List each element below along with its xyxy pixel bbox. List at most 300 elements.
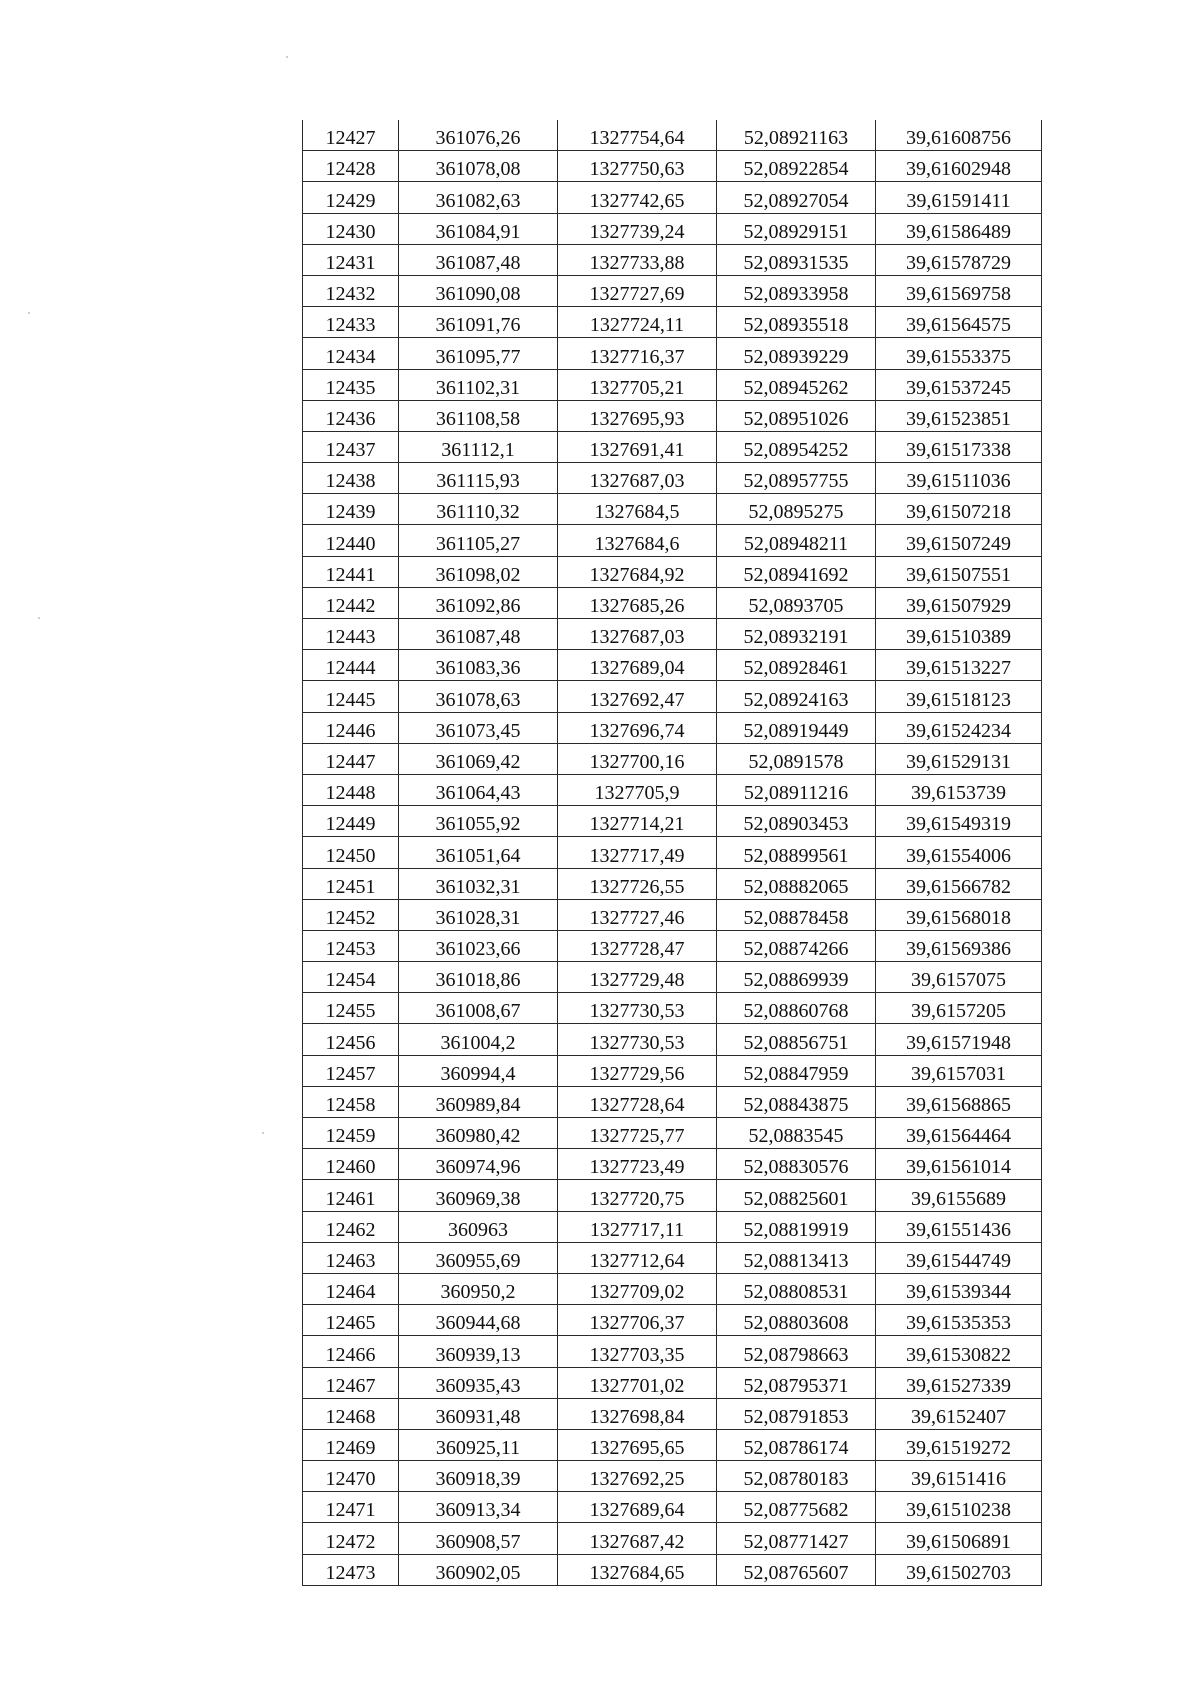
cell-text: 1327724,11 — [589, 314, 685, 337]
x-coordinate-cell — [399, 463, 558, 494]
cell-text: 12473 — [325, 1561, 376, 1584]
cell-text: 39,61502703 — [906, 1561, 1011, 1584]
x-coordinate-cell — [399, 369, 558, 400]
point-number-cell — [303, 1492, 399, 1523]
table-row — [303, 1055, 1042, 1086]
y-coordinate-cell — [558, 244, 717, 275]
y-coordinate-cell — [558, 494, 717, 525]
point-number-cell — [303, 1118, 399, 1149]
longitude-cell — [876, 806, 1042, 837]
table-row — [303, 899, 1042, 930]
x-coordinate-cell — [399, 1055, 558, 1086]
longitude-cell — [876, 213, 1042, 244]
point-number-cell — [303, 837, 399, 868]
longitude-cell — [876, 244, 1042, 275]
cell-text: 39,6153739 — [911, 782, 1006, 805]
cell-text: 39,61511036 — [906, 470, 1011, 493]
longitude-cell — [876, 962, 1042, 993]
cell-text: 52,08928461 — [743, 657, 849, 680]
cell-text: 39,61539344 — [906, 1281, 1011, 1304]
x-coordinate-cell — [399, 120, 558, 151]
point-number-cell — [303, 930, 399, 961]
table-row — [303, 1273, 1042, 1304]
cell-text: 361115,93 — [436, 470, 520, 493]
table-row — [303, 338, 1042, 369]
cell-text: 39,6151416 — [911, 1468, 1006, 1491]
x-coordinate-cell — [399, 1273, 558, 1304]
x-coordinate-cell — [399, 587, 558, 618]
latitude-cell — [717, 1180, 876, 1211]
latitude-cell — [717, 868, 876, 899]
x-coordinate-cell — [399, 1211, 558, 1242]
cell-text: 39,61527339 — [906, 1374, 1011, 1397]
y-coordinate-cell — [558, 275, 717, 306]
x-coordinate-cell — [399, 1461, 558, 1492]
cell-text: 1327684,6 — [594, 532, 680, 555]
y-coordinate-cell — [558, 1242, 717, 1273]
table-row — [303, 1398, 1042, 1429]
cell-text: 52,08922854 — [743, 158, 849, 181]
y-coordinate-cell — [558, 1367, 717, 1398]
point-number-cell — [303, 1336, 399, 1367]
point-number-cell — [303, 369, 399, 400]
cell-text: 1327725,77 — [589, 1125, 685, 1148]
cell-text: 12434 — [325, 345, 376, 368]
cell-text: 361069,42 — [435, 750, 521, 773]
latitude-cell — [717, 151, 876, 182]
cell-text: 12462 — [325, 1218, 376, 1241]
cell-text: 360918,39 — [435, 1468, 521, 1491]
cell-text: 39,61586489 — [906, 220, 1011, 243]
latitude-cell — [717, 899, 876, 930]
cell-text: 52,08830576 — [743, 1156, 849, 1179]
cell-text: 39,61524234 — [906, 719, 1011, 742]
cell-text: 12450 — [325, 844, 376, 867]
cell-text: 1327728,64 — [589, 1094, 685, 1116]
cell-text: 1327705,21 — [589, 376, 685, 399]
cell-text: 1327730,53 — [589, 1000, 685, 1023]
longitude-cell — [876, 1461, 1042, 1492]
latitude-cell — [717, 930, 876, 961]
y-coordinate-cell — [558, 556, 717, 587]
table-row — [303, 1305, 1042, 1336]
cell-text: 12443 — [325, 626, 376, 649]
cell-text: 52,0883545 — [748, 1125, 844, 1148]
x-coordinate-cell — [399, 1336, 558, 1367]
longitude-cell — [876, 275, 1042, 306]
cell-text: 52,08929151 — [743, 220, 849, 243]
table-row — [303, 1149, 1042, 1180]
x-coordinate-cell — [399, 806, 558, 837]
point-number-cell — [303, 681, 399, 712]
cell-text: 52,08927054 — [743, 189, 849, 212]
latitude-cell — [717, 1055, 876, 1086]
longitude-cell — [876, 1554, 1042, 1585]
cell-text: 361028,31 — [435, 906, 521, 929]
latitude-cell — [717, 650, 876, 681]
x-coordinate-cell — [399, 743, 558, 774]
cell-text: 39,61523851 — [906, 407, 1011, 430]
cell-text: 1327700,16 — [589, 750, 685, 773]
y-coordinate-cell — [558, 930, 717, 961]
y-coordinate-cell — [558, 619, 717, 650]
cell-text: 52,08780183 — [743, 1468, 849, 1491]
x-coordinate-cell — [399, 182, 558, 213]
table-row — [303, 1180, 1042, 1211]
latitude-cell — [717, 1461, 876, 1492]
cell-text: 52,08935518 — [743, 314, 849, 337]
cell-text: 39,61561014 — [906, 1156, 1011, 1179]
x-coordinate-cell — [399, 619, 558, 650]
table-row — [303, 930, 1042, 961]
cell-text: 52,08939229 — [743, 345, 849, 368]
longitude-cell — [876, 650, 1042, 681]
cell-text: 360994,4 — [440, 1062, 516, 1085]
cell-text: 12458 — [325, 1094, 376, 1116]
cell-text: 1327739,24 — [589, 220, 685, 243]
cell-text: 39,61564464 — [906, 1125, 1011, 1148]
longitude-cell — [876, 556, 1042, 587]
y-coordinate-cell — [558, 400, 717, 431]
point-number-cell — [303, 1211, 399, 1242]
cell-text: 52,08808531 — [743, 1281, 849, 1304]
table-row — [303, 525, 1042, 556]
point-number-cell — [303, 962, 399, 993]
point-number-cell — [303, 1149, 399, 1180]
table-row — [303, 681, 1042, 712]
point-number-cell — [303, 774, 399, 805]
point-number-cell — [303, 650, 399, 681]
table-row — [303, 182, 1042, 213]
longitude-cell — [876, 338, 1042, 369]
cell-text: 52,08951026 — [743, 407, 849, 430]
cell-text: 39,61571948 — [906, 1031, 1011, 1054]
cell-text: 1327733,88 — [589, 251, 685, 274]
cell-text: 39,61535353 — [906, 1312, 1011, 1335]
table-row — [303, 1429, 1042, 1460]
x-coordinate-cell — [399, 1086, 558, 1117]
cell-text: 1327687,03 — [589, 626, 685, 649]
cell-text: 360925,11 — [435, 1437, 521, 1460]
latitude-cell — [717, 1211, 876, 1242]
x-coordinate-cell — [399, 681, 558, 712]
table-row — [303, 463, 1042, 494]
point-number-cell — [303, 494, 399, 525]
point-number-cell — [303, 182, 399, 213]
cell-text: 39,61513227 — [906, 657, 1011, 680]
point-number-cell — [303, 806, 399, 837]
y-coordinate-cell — [558, 962, 717, 993]
y-coordinate-cell — [558, 837, 717, 868]
longitude-cell — [876, 1086, 1042, 1117]
table-row — [303, 494, 1042, 525]
cell-text: 12437 — [325, 439, 376, 462]
cell-text: 52,08786174 — [743, 1437, 849, 1460]
longitude-cell — [876, 587, 1042, 618]
latitude-cell — [717, 244, 876, 275]
cell-text: 39,61507249 — [906, 532, 1011, 555]
cell-text: 1327698,84 — [589, 1405, 685, 1428]
point-number-cell — [303, 619, 399, 650]
cell-text: 12451 — [325, 875, 376, 898]
cell-text: 361095,77 — [435, 345, 521, 368]
table-row — [303, 1242, 1042, 1273]
latitude-cell — [717, 338, 876, 369]
cell-text: 1327730,53 — [589, 1031, 685, 1054]
cell-text: 361078,08 — [435, 158, 521, 181]
cell-text: 1327695,65 — [589, 1437, 685, 1460]
cell-text: 1327729,48 — [589, 969, 685, 992]
cell-text: 52,08795371 — [743, 1374, 849, 1397]
cell-text: 360969,38 — [435, 1187, 521, 1210]
cell-text: 12432 — [325, 283, 376, 306]
longitude-cell — [876, 993, 1042, 1024]
cell-text: 52,08911216 — [743, 782, 849, 805]
cell-text: 361108,58 — [435, 407, 521, 430]
cell-text: 1327750,63 — [589, 158, 685, 181]
table-row — [303, 1336, 1042, 1367]
point-number-cell — [303, 556, 399, 587]
cell-text: 52,08843875 — [743, 1094, 849, 1116]
coordinates-table — [302, 120, 1042, 1586]
cell-text: 12454 — [325, 969, 376, 992]
x-coordinate-cell — [399, 899, 558, 930]
cell-text: 39,61551436 — [906, 1218, 1011, 1241]
point-number-cell — [303, 1180, 399, 1211]
latitude-cell — [717, 806, 876, 837]
cell-text: 52,08775682 — [743, 1499, 849, 1522]
cell-text: 1327692,25 — [589, 1468, 685, 1491]
longitude-cell — [876, 431, 1042, 462]
latitude-cell — [717, 556, 876, 587]
cell-text: 52,08882065 — [743, 875, 849, 898]
x-coordinate-cell — [399, 1024, 558, 1055]
cell-text: 52,08869939 — [743, 969, 849, 992]
cell-text: 12467 — [325, 1374, 376, 1397]
cell-text: 52,08921163 — [743, 127, 849, 150]
longitude-cell — [876, 743, 1042, 774]
latitude-cell — [717, 1118, 876, 1149]
longitude-cell — [876, 899, 1042, 930]
y-coordinate-cell — [558, 151, 717, 182]
longitude-cell — [876, 182, 1042, 213]
cell-text: 52,08825601 — [743, 1187, 849, 1210]
y-coordinate-cell — [558, 463, 717, 494]
latitude-cell — [717, 182, 876, 213]
table-row — [303, 712, 1042, 743]
y-coordinate-cell — [558, 1024, 717, 1055]
cell-text: 52,08803608 — [743, 1312, 849, 1335]
cell-text: 360913,34 — [435, 1499, 521, 1522]
latitude-cell — [717, 1305, 876, 1336]
y-coordinate-cell — [558, 1398, 717, 1429]
table-row — [303, 369, 1042, 400]
table-row — [303, 307, 1042, 338]
cell-text: 360955,69 — [435, 1249, 521, 1272]
longitude-cell — [876, 1211, 1042, 1242]
table-row — [303, 1523, 1042, 1554]
cell-text: 39,61537245 — [906, 376, 1011, 399]
point-number-cell — [303, 1055, 399, 1086]
latitude-cell — [717, 275, 876, 306]
y-coordinate-cell — [558, 650, 717, 681]
point-number-cell — [303, 275, 399, 306]
cell-text: 361018,86 — [435, 969, 521, 992]
latitude-cell — [717, 1492, 876, 1523]
table-row — [303, 774, 1042, 805]
cell-text: 52,08954252 — [743, 439, 849, 462]
latitude-cell — [717, 1086, 876, 1117]
cell-text: 52,08924163 — [743, 688, 849, 711]
cell-text: 12465 — [325, 1312, 376, 1335]
latitude-cell — [717, 1398, 876, 1429]
cell-text: 360963 — [448, 1218, 508, 1241]
table-row — [303, 806, 1042, 837]
x-coordinate-cell — [399, 1554, 558, 1585]
cell-text: 361102,31 — [435, 376, 521, 399]
cell-text: 361032,31 — [435, 875, 521, 898]
cell-text: 39,61507551 — [906, 563, 1011, 586]
latitude-cell — [717, 1273, 876, 1304]
cell-text: 12456 — [325, 1031, 376, 1054]
cell-text: 39,61591411 — [906, 189, 1011, 212]
table-row — [303, 1492, 1042, 1523]
cell-text: 52,08813413 — [743, 1249, 849, 1272]
cell-text: 1327692,47 — [589, 688, 685, 711]
y-coordinate-cell — [558, 1211, 717, 1242]
cell-text: 12449 — [325, 813, 376, 836]
cell-text: 52,08899561 — [743, 844, 849, 867]
x-coordinate-cell — [399, 431, 558, 462]
cell-text: 12430 — [325, 220, 376, 243]
cell-text: 12438 — [325, 470, 376, 493]
cell-text: 52,08933958 — [743, 283, 849, 306]
longitude-cell — [876, 1055, 1042, 1086]
longitude-cell — [876, 463, 1042, 494]
x-coordinate-cell — [399, 712, 558, 743]
point-number-cell — [303, 120, 399, 151]
x-coordinate-cell — [399, 525, 558, 556]
x-coordinate-cell — [399, 275, 558, 306]
latitude-cell — [717, 1523, 876, 1554]
cell-text: 39,6157205 — [911, 1000, 1006, 1023]
x-coordinate-cell — [399, 1398, 558, 1429]
cell-text: 12431 — [325, 251, 376, 274]
latitude-cell — [717, 369, 876, 400]
point-number-cell — [303, 868, 399, 899]
x-coordinate-cell — [399, 400, 558, 431]
cell-text: 1327687,03 — [589, 470, 685, 493]
cell-text: 39,6155689 — [911, 1187, 1006, 1210]
latitude-cell — [717, 1367, 876, 1398]
latitude-cell — [717, 1242, 876, 1273]
cell-text: 39,61519272 — [906, 1437, 1011, 1460]
cell-text: 12469 — [325, 1437, 376, 1460]
cell-text: 12464 — [325, 1281, 376, 1304]
table-row — [303, 1461, 1042, 1492]
longitude-cell — [876, 868, 1042, 899]
point-number-cell — [303, 1461, 399, 1492]
point-number-cell — [303, 1305, 399, 1336]
y-coordinate-cell — [558, 868, 717, 899]
cell-text: 360950,2 — [440, 1281, 516, 1304]
latitude-cell — [717, 962, 876, 993]
longitude-cell — [876, 400, 1042, 431]
cell-text: 39,61544749 — [906, 1249, 1011, 1272]
cell-text: 52,08945262 — [743, 376, 849, 399]
longitude-cell — [876, 1242, 1042, 1273]
x-coordinate-cell — [399, 494, 558, 525]
y-coordinate-cell — [558, 1554, 717, 1585]
cell-text: 39,61553375 — [906, 345, 1011, 368]
cell-text: 12466 — [325, 1343, 376, 1366]
cell-text: 360944,68 — [435, 1312, 521, 1335]
longitude-cell — [876, 1024, 1042, 1055]
cell-text: 361083,36 — [435, 657, 521, 680]
cell-text: 361082,63 — [435, 189, 521, 212]
y-coordinate-cell — [558, 899, 717, 930]
cell-text: 39,61568865 — [906, 1094, 1011, 1116]
cell-text: 12447 — [325, 750, 376, 773]
cell-text: 52,0893705 — [748, 595, 844, 617]
x-coordinate-cell — [399, 837, 558, 868]
point-number-cell — [303, 338, 399, 369]
table-row — [303, 1211, 1042, 1242]
cell-text: 1327714,21 — [589, 813, 685, 836]
cell-text: 361076,26 — [435, 127, 521, 150]
cell-text: 1327696,74 — [589, 719, 685, 742]
cell-text: 361105,27 — [435, 532, 521, 555]
latitude-cell — [717, 743, 876, 774]
cell-text: 39,61517338 — [906, 439, 1011, 462]
cell-text: 361090,08 — [435, 283, 521, 306]
cell-text: 52,08878458 — [743, 906, 849, 929]
cell-text: 12463 — [325, 1249, 376, 1272]
x-coordinate-cell — [399, 1242, 558, 1273]
point-number-cell — [303, 1429, 399, 1460]
y-coordinate-cell — [558, 1273, 717, 1304]
x-coordinate-cell — [399, 993, 558, 1024]
latitude-cell — [717, 463, 876, 494]
point-number-cell — [303, 213, 399, 244]
x-coordinate-cell — [399, 213, 558, 244]
cell-text: 52,08957755 — [743, 470, 849, 493]
cell-text: 52,08941692 — [743, 563, 849, 586]
point-number-cell — [303, 899, 399, 930]
y-coordinate-cell — [558, 806, 717, 837]
x-coordinate-cell — [399, 1149, 558, 1180]
y-coordinate-cell — [558, 1180, 717, 1211]
cell-text: 39,61506891 — [906, 1530, 1011, 1553]
x-coordinate-cell — [399, 1492, 558, 1523]
cell-text: 1327703,35 — [589, 1343, 685, 1366]
latitude-cell — [717, 993, 876, 1024]
longitude-cell — [876, 1305, 1042, 1336]
cell-text: 39,61518123 — [906, 688, 1011, 711]
cell-text: 52,08771427 — [743, 1530, 849, 1553]
y-coordinate-cell — [558, 1149, 717, 1180]
cell-text: 12445 — [325, 688, 376, 711]
cell-text: 12436 — [325, 407, 376, 430]
cell-text: 361092,86 — [435, 595, 521, 617]
longitude-cell — [876, 930, 1042, 961]
cell-text: 39,6157031 — [911, 1062, 1006, 1085]
cell-text: 1327685,26 — [589, 595, 685, 617]
cell-text: 39,61554006 — [906, 844, 1011, 867]
cell-text: 39,61566782 — [906, 875, 1011, 898]
cell-text: 360908,57 — [435, 1530, 521, 1553]
longitude-cell — [876, 681, 1042, 712]
